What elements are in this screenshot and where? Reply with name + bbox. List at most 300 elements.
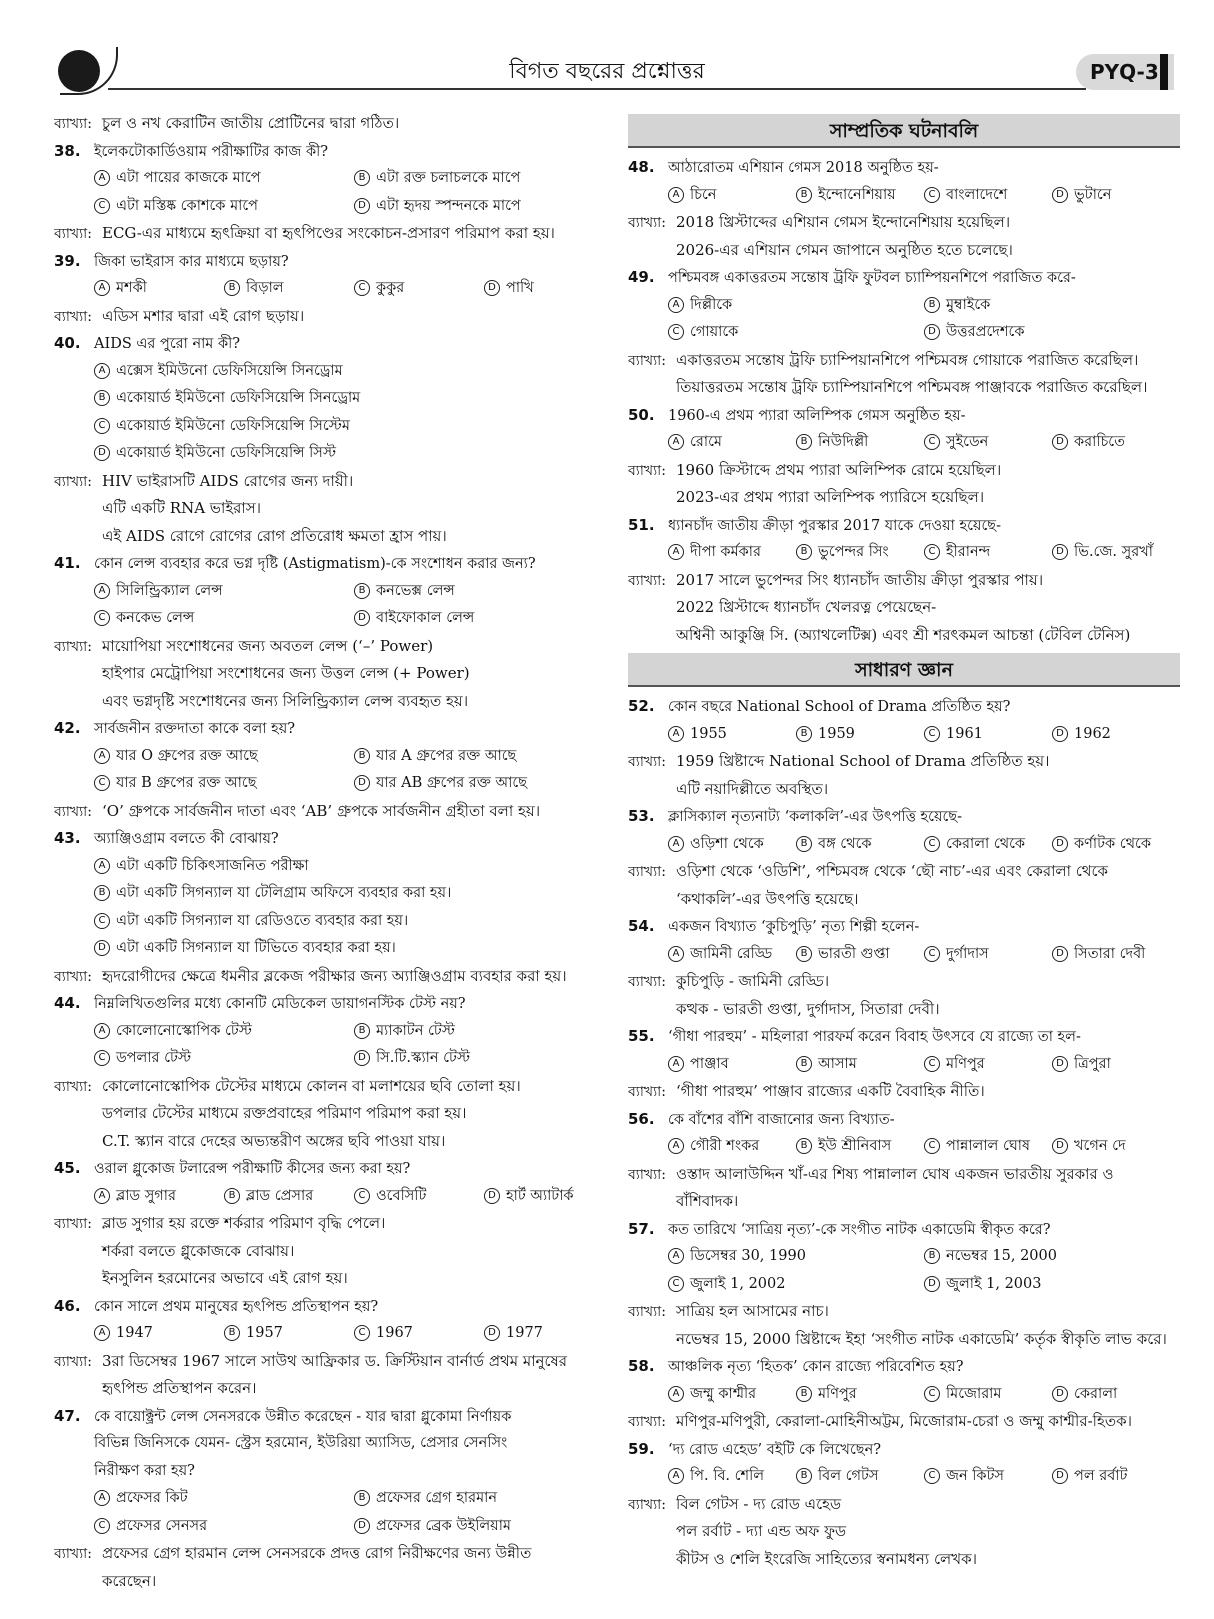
explanation-line <box>54 798 614 826</box>
option-row <box>54 385 614 413</box>
option-letter-badge: D <box>1052 1386 1068 1402</box>
explanation-text: 1959 খ্রিষ্টাব্দে National School of Drama প্রতিষ্ঠিত হয়। <box>676 752 1050 770</box>
explanation-text: কোলোনোস্কোপিক টেস্টের মাধ্যমে কোলন বা মলাশয়ের ছবি তোলা হয়। <box>102 1076 521 1095</box>
question-line <box>628 1216 1180 1244</box>
question-number: 42. <box>54 719 81 737</box>
option-row <box>628 1051 1180 1079</box>
answer-option <box>924 429 1052 457</box>
option-text: কেরালা <box>1074 1385 1118 1402</box>
answer-option <box>1052 831 1151 859</box>
option-letter-badge: C <box>94 913 110 929</box>
option-text: প্রফেসর গ্রেগ হারমান <box>376 1490 497 1506</box>
option-row <box>54 1183 614 1211</box>
option-letter-badge: D <box>1052 946 1068 962</box>
explanation-text: 3রা ডিসেম্বর 1967 সালে সাউথ আফ্রিকার ড. ক্রিস্টিয়ান বার্নার্ড প্রথম মানুষের <box>102 1351 568 1370</box>
answer-option <box>924 1051 1052 1079</box>
option-text: 1959 <box>818 725 855 742</box>
question-number: 38. <box>54 141 81 160</box>
question-number: 39. <box>54 251 81 270</box>
answer-option <box>668 1271 924 1299</box>
option-letter-badge: D <box>94 940 110 956</box>
answer-option <box>1052 1463 1127 1491</box>
option-letter-badge: D <box>924 324 940 340</box>
answer-option <box>354 275 484 303</box>
option-letter-badge: D <box>1052 1468 1068 1484</box>
option-text: বিল গেটস <box>818 1468 879 1484</box>
option-letter-badge: D <box>924 1276 940 1292</box>
option-text: এটা একটি সিগন্যাল যা টিভিতে ব্যবহার করা হয়। <box>116 940 396 956</box>
option-letter-badge: B <box>796 434 812 450</box>
option-letter-badge: C <box>668 1276 684 1292</box>
right-column <box>628 110 1180 1610</box>
explanation-label: ব্যাখ্যা: <box>628 215 666 231</box>
explanation-continuation: হৃৎপিন্ড প্রতিস্থাপন করেন। <box>102 1379 257 1397</box>
option-text: কর্ণাটক থেকে <box>1074 835 1152 852</box>
option-text: সুইডেন <box>946 434 989 450</box>
option-text: জামিনী রেড্ডি <box>690 945 773 962</box>
option-text: দিল্লীকে <box>690 296 733 313</box>
question-line <box>54 330 614 358</box>
explanation-text: ওস্তাদ আলাউদ্দিন খাঁ-এর শিষ্য পান্নালাল ঘোষ একজন ভারতীয় সুরকার ও <box>676 1164 1114 1183</box>
option-letter-badge: A <box>94 1490 110 1506</box>
option-text: পাখি <box>506 280 534 296</box>
answer-option <box>796 1381 924 1409</box>
option-text: ভুটানে <box>1074 186 1112 203</box>
option-letter-badge: A <box>668 187 684 203</box>
explanation-text: কুচিপুড়ি - জামিনী রেড্ডি। <box>676 972 830 990</box>
question-number: 59. <box>628 1439 655 1458</box>
explanation-label: ব্যাখ্যা: <box>628 1496 666 1513</box>
explanation-continuation: 2026-এর এশিয়ান গেমন জাপানে অনুষ্ঠিত হতে চলেছে। <box>676 240 1013 259</box>
option-letter-badge: B <box>94 390 110 406</box>
answer-option <box>354 1513 511 1541</box>
question-text: একজন বিখ্যাত ‘কুচিপুড়ি’ নৃত্য শিল্পী হলেন- <box>668 919 920 935</box>
option-text: কনভেক্স লেন্স <box>376 582 455 599</box>
option-text: ব্লাড সুগার <box>116 1187 176 1204</box>
explanation-label: ব্যাখ্যা: <box>628 572 666 589</box>
explanation-line <box>54 963 614 991</box>
answer-option <box>94 358 343 386</box>
question-number: 40. <box>54 334 81 352</box>
option-text: ত্রিপুরা <box>1074 1055 1111 1072</box>
option-letter-badge: C <box>668 324 684 340</box>
option-text: এক্সেস ইমিউনো ডেফিসিয়েন্সি সিনড্রোম <box>116 362 343 379</box>
option-text: বিড়াল <box>246 280 284 296</box>
answer-option <box>924 1463 1052 1491</box>
option-row <box>628 182 1180 210</box>
question-line <box>628 1353 1180 1381</box>
option-letter-badge: A <box>668 434 684 450</box>
explanation-line <box>628 209 1180 237</box>
option-letter-badge: A <box>668 1468 684 1484</box>
option-text: যার AB গ্রুপের রক্ত আছে <box>376 775 527 791</box>
answer-option <box>668 429 796 457</box>
question-text: পশ্চিমবঙ্গ একাত্তরতম সন্তোষ ট্রফি ফুটবল চ্যাম্পিয়নশিপে পরাজিত করে- <box>668 270 1076 286</box>
question-line <box>628 154 1180 182</box>
explanation-line <box>628 1408 1180 1436</box>
explanation-text: মণিপুর-মণিপুরী, কেরালা-মোহিনীঅট্টম, মিজোরাম-চেরা ও জম্মু কাশ্মীর-হিতক। <box>676 1412 1132 1430</box>
question-line <box>628 264 1180 292</box>
answer-option <box>668 1463 796 1491</box>
option-letter-badge: A <box>94 858 110 874</box>
answer-option <box>484 275 534 303</box>
option-letter-badge: D <box>1052 1056 1068 1072</box>
option-text: এটা রক্ত চলাচলকে মাপে <box>376 170 521 186</box>
option-letter-badge: C <box>924 1386 940 1402</box>
option-letter-badge: B <box>94 885 110 901</box>
option-text: জন কিটস <box>946 1468 1005 1484</box>
option-text: ডিসেম্বর 30, 1990 <box>690 1248 806 1264</box>
explanation-line <box>54 633 614 661</box>
option-text: ব্লাড প্রেসার <box>246 1187 314 1204</box>
option-letter-badge: C <box>924 1138 940 1154</box>
option-row <box>54 440 614 468</box>
option-letter-badge: B <box>354 583 370 599</box>
explanation-continuation: ডপলার টেস্টের মাধ্যমে রক্তপ্রবাহের পরিমাণ পরিমাপ করা হয়। <box>102 1104 467 1122</box>
option-text: গৌরী শংকর <box>690 1138 760 1154</box>
option-letter-badge: C <box>924 836 940 852</box>
explanation-line <box>54 1348 614 1376</box>
question-text: আঞ্চলিক নৃত্য ‘হিতক’ কোন রাজ্যে পরিবেশিত হয়? <box>668 1359 964 1375</box>
explanation-continuation: এবং ভগ্নদৃষ্টি সংশোধনের জন্য সিলিন্ড্রিক্যাল লেন্স ব্যবহৃত হয়। <box>102 691 469 710</box>
answer-option <box>796 1133 924 1161</box>
question-number: 49. <box>628 268 655 286</box>
explanation-text: সাত্রিয় হল আসামের নাচ। <box>676 1302 829 1320</box>
question-text: কে বাঁশের বাঁশি বাজানোর জন্য বিখ্যাত- <box>668 1111 895 1128</box>
option-letter-badge: A <box>94 280 110 296</box>
option-letter-badge: A <box>94 363 110 379</box>
answer-option <box>1052 429 1125 457</box>
question-number: 52. <box>628 697 655 715</box>
explanation-continuation: নভেম্বর 15, 2000 খ্রিষ্টাব্দে ইহা ‘সংগীত নাটক একাডেমি’ কর্তৃক স্বীকৃতি লাভ করে। <box>676 1329 1167 1348</box>
explanation-label: ব্যাখ্যা: <box>54 308 92 325</box>
question-line <box>54 1155 614 1183</box>
question-text: কে বায়োক্ট্রন্ট লেন্স সেনসরকে উন্নীত করেছেন - যার দ্বারা গ্লুকোমা নির্ণায়ক <box>94 1408 512 1425</box>
option-letter-badge: A <box>668 297 684 313</box>
answer-option <box>354 605 474 633</box>
question-line <box>628 402 1180 430</box>
explanation-continuation: তিয়াত্তরতম সন্তোষ ট্রফি চ্যাম্পিয়ানশিপে পশ্চিমবঙ্গ পাঞ্জাবকে পরাজিত করেছিল। <box>676 378 1148 396</box>
explanation-continuation: 2022 খ্রিস্টাব্দে ধ্যানচাঁদ খেলরত্ন পেয়েছেন- <box>676 598 937 616</box>
option-letter-badge: D <box>1052 187 1068 203</box>
explanation-continuation: ‘কথাকলি’-এর উৎপত্তি হয়েছে। <box>676 889 859 908</box>
option-text: জম্মু কাশ্মীর <box>690 1385 757 1402</box>
explanation-line <box>54 468 614 496</box>
answer-option <box>94 1183 224 1211</box>
explanation-continuation: শর্করা বলতে গ্লুকোজকে বোঝায়। <box>102 1241 295 1260</box>
option-letter-badge: B <box>224 1325 240 1341</box>
option-text: ভারতী গুপ্তা <box>818 945 890 962</box>
answer-option <box>668 1051 796 1079</box>
option-letter-badge: B <box>796 1138 812 1154</box>
question-number: 45. <box>54 1159 81 1177</box>
answer-option <box>94 1320 224 1348</box>
answer-option <box>484 1183 574 1211</box>
question-line <box>628 512 1180 540</box>
explanation-continuation: এটি একটি RNA ভাইরাস। <box>102 499 262 517</box>
option-letter-badge: A <box>668 726 684 742</box>
explanation-label: ব্যাখ্যা: <box>54 473 92 490</box>
question-line <box>54 138 614 166</box>
option-text: 1955 <box>690 725 727 742</box>
question-line <box>54 248 614 276</box>
question-text: কত তারিখে ‘সাত্রিয় নৃত্য’-কে সংগীত নাটক একাডেমি স্বীকৃত করে? <box>668 1221 1051 1238</box>
answer-option <box>924 1133 1052 1161</box>
option-letter-badge: B <box>796 946 812 962</box>
option-text: নভেম্বর 15, 2000 <box>946 1248 1057 1264</box>
option-text: সিলিন্ড্রিক্যাল লেন্স <box>116 582 223 599</box>
option-text: এটা একটি সিগন্যাল যা টেলিগ্রাম অফিসে ব্যবহার করা হয়। <box>116 885 452 901</box>
question-text: ওরাল গ্লুকোজ টলারেন্স পরীক্ষাটি কীসের জন্য করা হয়? <box>94 1161 411 1177</box>
question-text: কোন বছরে National School of Drama প্রতিষ্ঠিত হয়? <box>668 699 1011 715</box>
option-text: বাংলাদেশে <box>946 186 1008 203</box>
answer-option <box>924 539 1052 567</box>
option-text: ভি.জে. সুরখাঁ <box>1074 544 1153 560</box>
option-letter-badge: C <box>94 1518 110 1534</box>
answer-option <box>796 1463 924 1491</box>
option-text: 1961 <box>946 725 983 742</box>
answer-option <box>924 319 1024 347</box>
explanation-label: ব্যাখ্যা: <box>628 352 666 369</box>
answer-option <box>796 539 924 567</box>
option-row <box>54 605 614 633</box>
option-letter-badge: D <box>354 1050 370 1066</box>
answer-option <box>1052 539 1153 567</box>
answer-option <box>354 1045 470 1073</box>
answer-option <box>668 1133 796 1161</box>
answer-option <box>94 578 354 606</box>
option-text: যার A গ্রুপের রক্ত আছে <box>376 747 517 764</box>
option-letter-badge: D <box>484 280 500 296</box>
option-letter-badge: D <box>354 1518 370 1534</box>
option-text: 1957 <box>246 1325 283 1341</box>
explanation-label: ব্যাখ্যা: <box>628 1084 666 1100</box>
section-heading: সাম্প্রতিক ঘটনাবলি <box>628 114 1180 148</box>
answer-option <box>1052 721 1111 749</box>
option-text: জুলাই 1, 2002 <box>690 1275 786 1292</box>
question-text: ‘গীধা পারহুম’ - মহিলারা পারফর্ম করেন বিবাহ উৎসবে যে রাজ্যে তা হল- <box>668 1029 1081 1045</box>
option-letter-badge: C <box>924 434 940 450</box>
left-column <box>54 110 614 1610</box>
explanation-text: মায়োপিয়া সংশোধনের জন্য অবতল লেন্স (‘–’ Power) <box>102 636 434 655</box>
explanation-continuation: 2023-এর প্রথম প্যারা অলিম্পিক প্যারিসে হয়েছিল। <box>676 488 985 506</box>
question-text: কোন লেন্স ব্যবহার করে ভগ্ন দৃষ্টি (Astigmatism)-কে সংশোধন করার জন্য? <box>94 556 536 572</box>
option-text: উত্তরপ্রদেশকে <box>946 324 1025 340</box>
explanation-label: ব্যাখ্যা: <box>54 638 92 655</box>
explanation-label: ব্যাখ্যা: <box>628 1304 666 1320</box>
option-text: পল রর্বাট <box>1074 1468 1128 1484</box>
question-number: 53. <box>628 807 655 825</box>
answer-option <box>924 1271 1041 1299</box>
explanation-line <box>628 858 1180 886</box>
question-number: 50. <box>628 405 655 424</box>
question-number: 44. <box>54 994 81 1012</box>
option-text: দীপা কর্মকার <box>690 544 761 560</box>
option-row <box>54 165 614 193</box>
option-letter-badge: D <box>1052 434 1068 450</box>
question-line <box>628 1436 1180 1464</box>
question-line <box>54 550 614 578</box>
answer-option <box>796 429 924 457</box>
option-text: কেরালা থেকে <box>946 835 1026 852</box>
answer-option <box>924 721 1052 749</box>
question-text: ধ্যানচাঁদ জাতীয় ক্রীড়া পুরস্কার 2017 যাকে দেওয়া হয়েছে- <box>668 517 1001 534</box>
option-letter-badge: A <box>668 946 684 962</box>
option-text: এটা একটি সিগন্যাল যা রেডিওতে ব্যবহার করা হয়। <box>116 912 409 929</box>
option-letter-badge: D <box>484 1325 500 1341</box>
option-text: ম্যাকাটন টেস্ট <box>376 1022 455 1039</box>
option-text: পান্নালাল ঘোষ <box>946 1138 1030 1154</box>
explanation-label: ব্যাখ্যা: <box>54 116 92 132</box>
explanation-continuation: কত্থক - ভারতী গুপ্তা, দুর্গাদাস, সিতারা দেবী। <box>676 999 940 1018</box>
option-letter-badge: C <box>94 418 110 434</box>
answer-option <box>224 1320 354 1348</box>
option-row <box>54 358 614 386</box>
answer-option <box>94 1485 354 1513</box>
option-letter-badge: B <box>354 748 370 764</box>
answer-option <box>668 292 924 320</box>
question-text: AIDS এর পুরো নাম কী? <box>94 336 241 352</box>
option-letter-badge: D <box>354 198 370 214</box>
option-text: মণিপুর <box>818 1385 857 1402</box>
option-letter-badge: A <box>94 748 110 764</box>
explanation-label: ব্যাখ্যা: <box>54 968 92 985</box>
option-letter-badge: A <box>668 1386 684 1402</box>
answer-option <box>1052 182 1111 210</box>
explanation-label: ব্যাখ্যা: <box>628 462 666 479</box>
option-letter-badge: A <box>668 1138 684 1154</box>
answer-option <box>94 935 396 963</box>
option-text: হীরানন্দ <box>946 544 991 560</box>
explanation-text: ‘গীধা পারহুম’ পাঞ্জাব রাজ্যের একটি বৈবাহিক নীতি। <box>676 1082 985 1100</box>
header-rule <box>108 88 1086 90</box>
option-letter-badge: B <box>796 1056 812 1072</box>
answer-option <box>354 743 516 771</box>
explanation-label: ব্যাখ্যা: <box>628 1166 666 1183</box>
option-letter-badge: D <box>354 775 370 791</box>
question-text: ‘দ্য রোড এহেড’ বইটি কে লিখেছেন? <box>668 1441 881 1458</box>
answer-option <box>354 1183 484 1211</box>
question-number: 55. <box>628 1027 655 1045</box>
option-row <box>628 1243 1180 1271</box>
question-number: 57. <box>628 1219 655 1238</box>
explanation-label: ব্যাখ্যা: <box>628 864 666 880</box>
option-letter-badge: C <box>94 610 110 626</box>
option-row <box>628 721 1180 749</box>
answer-option <box>796 941 924 969</box>
explanation-line <box>628 567 1180 595</box>
explanation-line <box>628 347 1180 375</box>
option-letter-badge: B <box>796 1468 812 1484</box>
option-text: 1967 <box>376 1325 413 1341</box>
option-text: মুম্বাইকে <box>946 296 991 313</box>
explanation-text: ‘O’ গ্রুপকে সার্বজনীন দাতা এবং ‘AB’ গ্রুপকে সার্বজনীন গ্রহীতা বলা হয়। <box>102 801 541 820</box>
option-letter-badge: A <box>94 1023 110 1039</box>
question-number: 58. <box>628 1357 655 1375</box>
answer-option <box>1052 1381 1117 1409</box>
option-letter-badge: A <box>94 1325 110 1341</box>
question-number: 56. <box>628 1109 655 1128</box>
explanation-continuation: হাইপার মেট্রোপিয়া সংশোধনের জন্য উত্তল লেন্স (+ Power) <box>102 664 470 682</box>
option-letter-badge: C <box>94 1050 110 1066</box>
option-letter-badge: D <box>1052 1138 1068 1154</box>
answer-option <box>354 1485 497 1513</box>
option-text: পি. বি. শেলি <box>690 1468 765 1484</box>
option-letter-badge: A <box>668 1056 684 1072</box>
question-continuation: নিরীক্ষণ করা হয়? <box>94 1462 195 1479</box>
option-text: যার B গ্রুপের রক্ত আছে <box>116 775 257 791</box>
question-line <box>54 825 614 853</box>
option-text: একোয়ার্ড ইমিউনো ডেফিসিয়েন্সি সিস্ট <box>116 445 337 461</box>
page-title: বিগত বছরের প্রশ্নোত্তর <box>509 59 705 84</box>
option-letter-badge: C <box>94 198 110 214</box>
answer-option <box>668 941 796 969</box>
answer-option <box>94 1045 354 1073</box>
page-header <box>0 0 1214 96</box>
explanation-label: ব্যাখ্যা: <box>628 974 666 990</box>
explanation-text: একাত্তরতম সন্তোষ ট্রফি চ্যাম্পিয়ানশিপে পশ্চিমবঙ্গ গোয়াকে পরাজিত করেছিল। <box>676 350 1139 369</box>
answer-option <box>924 182 1052 210</box>
option-text: এটা পায়ের কাজকে মাপে <box>116 170 261 186</box>
option-row <box>628 292 1180 320</box>
option-row <box>54 880 614 908</box>
option-text: প্রফেসর কিট <box>116 1490 188 1506</box>
question-line <box>54 1403 614 1431</box>
option-letter-badge: D <box>94 445 110 461</box>
answer-option <box>354 578 455 606</box>
answer-option <box>668 182 796 210</box>
answer-option <box>668 831 796 859</box>
option-letter-badge: C <box>924 1468 940 1484</box>
option-letter-badge: B <box>354 1023 370 1039</box>
answer-option <box>796 721 924 749</box>
option-letter-badge: B <box>224 1188 240 1204</box>
explanation-text: 2018 খ্রিস্টাব্দের এশিয়ান গেমস ইন্দোনেশিয়ায় হয়েছিল। <box>676 213 1011 231</box>
option-row <box>54 743 614 771</box>
option-letter-badge: A <box>668 1248 684 1264</box>
answer-option <box>924 1243 1057 1271</box>
option-text: কনকেভ লেন্স <box>116 610 195 626</box>
option-letter-badge: A <box>94 583 110 599</box>
explanation-line <box>54 1540 614 1568</box>
answer-option <box>484 1320 543 1348</box>
answer-option <box>94 605 354 633</box>
option-text: 1947 <box>116 1325 153 1341</box>
explanation-text: চুল ও নখ কেরাটিন জাতীয় প্রোটিনের দ্বারা গঠিত। <box>102 114 400 132</box>
answer-option <box>94 275 224 303</box>
explanation-line <box>628 1078 1180 1106</box>
answer-option <box>94 770 354 798</box>
explanation-label: ব্যাখ্যা: <box>54 226 92 242</box>
option-text: হার্ট অ্যাটার্ক <box>506 1187 574 1204</box>
option-text: একোয়ার্ড ইমিউনো ডেফিসিয়েন্সি সিনড্রোম <box>116 390 361 406</box>
answer-option <box>1052 1133 1126 1161</box>
option-text: প্রফেসর সেনসর <box>116 1517 208 1534</box>
explanation-label: ব্যাখ্যা: <box>54 803 92 820</box>
answer-option <box>668 539 796 567</box>
option-text: গোয়াকে <box>690 324 739 340</box>
option-row <box>628 319 1180 347</box>
option-row <box>54 770 614 798</box>
option-letter-badge: A <box>94 170 110 186</box>
explanation-label: ব্যাখ্যা: <box>54 1546 92 1562</box>
explanation-line <box>628 1298 1180 1326</box>
explanation-continuation: করেছেন। <box>102 1571 157 1590</box>
option-row <box>628 429 1180 457</box>
answer-option <box>224 1183 354 1211</box>
option-text: যার O গ্রুপের রক্ত আছে <box>116 747 258 764</box>
answer-option <box>668 1243 924 1271</box>
